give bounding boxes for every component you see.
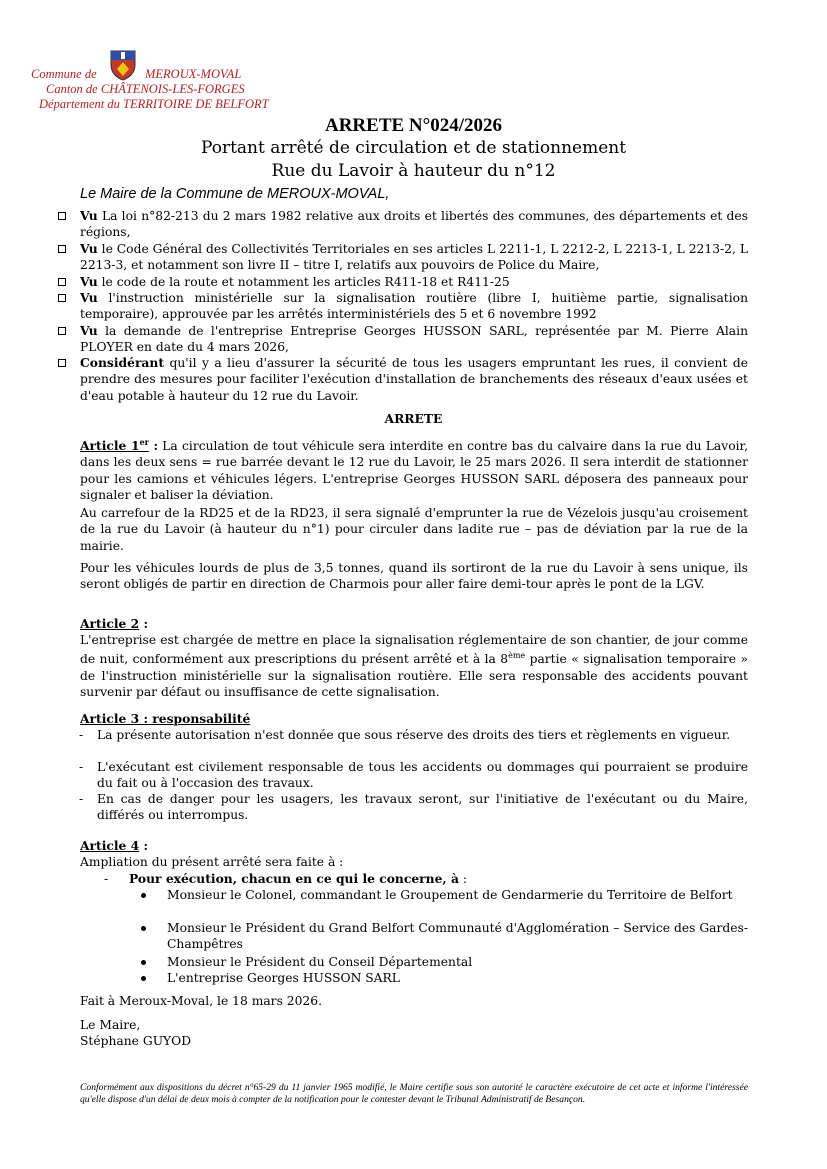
consideration-lead: Considérant	[80, 355, 165, 370]
departement: Département du TERRITOIRE DE BELFORT	[39, 97, 269, 111]
article-1-paragraph-3: Pour les véhicules lourds de plus de 3,5 tonnes, quand ils sortiront de la rue du Lavoir à sens unique, ils seront obligés de partir en direction de Charmois pour aller faire demi-tour après le pont de la LGV.	[80, 561, 748, 592]
square-bullet-icon	[58, 245, 66, 253]
square-bullet-icon	[58, 212, 66, 220]
bullet-dot-icon	[141, 926, 146, 931]
article-3-item-text: L'exécutant est civilement responsable de tous les accidents ou dommages qui pourraient se produire du fait ou à l'occasion des travaux.	[97, 760, 748, 791]
consideration-text: qu'il y a lieu d'assurer la sécurité de tous les usagers empruntant les rues, il convient de prendre des mesures pour faciliter l'exécution d'installation de branchements des réseaux d'eaux usées et d'eau potable à hauteur du 12 rue du Lavoir.	[80, 356, 748, 403]
bullet-dot-icon	[141, 893, 146, 898]
article-4-sub-colon: :	[458, 872, 468, 886]
article-4-colon: :	[139, 838, 149, 853]
consideration-lead: Vu	[80, 241, 98, 256]
dash-bullet: -	[79, 792, 84, 806]
article-2-sup: ème	[508, 651, 526, 661]
article-1-label	[80, 438, 149, 453]
commune-prefix: Commune de	[31, 67, 97, 81]
consideration-item	[80, 274, 748, 290]
article-1-paragraph-2: Au carrefour de la RD25 et de la RD23, il sera signalé d'emprunter la rue de Vézelois jusqu'au croisement de la rue du Lavoir (à hauteur du n°1) pour circuler dans ladite rue – pas de déviation par la rue de la mairie.	[80, 506, 748, 553]
article-1-label-text: Article 1	[80, 438, 140, 454]
subtitle-line-1: Portant arrêté de circulation et de stationnement	[200, 138, 627, 158]
arrete-number: ARRETE N°024/2026	[324, 115, 503, 136]
consideration-lead: Vu	[80, 323, 98, 338]
article-4-sub	[104, 871, 748, 887]
dash-bullet: -	[79, 728, 84, 742]
recipient-text: L'entreprise Georges HUSSON SARL	[167, 971, 400, 985]
recipient-text: Monsieur le Président du Conseil Départemental	[167, 955, 473, 969]
maire-line: Le Maire de la Commune de MEROUX-MOVAL,	[80, 186, 390, 202]
canton: Canton de CHÂTENOIS-LES-FORGES	[46, 82, 245, 96]
article-2-text	[80, 632, 748, 700]
recipient-item	[167, 920, 748, 953]
square-bullet-icon	[58, 327, 66, 335]
consideration-text: la demande de l'entreprise Entreprise Georges HUSSON SARL, représentée par M. Pierre Alain PLOYER en date du 4 mars 2026,	[80, 324, 748, 355]
arrete-heading: ARRETE	[384, 411, 443, 426]
consideration-item	[80, 208, 748, 241]
article-4-heading	[80, 838, 748, 854]
article-3-item	[79, 759, 748, 792]
bullet-dot-icon	[141, 960, 146, 965]
signatory: Stéphane GUYOD	[80, 1034, 192, 1048]
article-2-heading	[80, 616, 748, 632]
recipient-item	[167, 887, 748, 903]
article-3-item-text: En cas de danger pour les usagers, les travaux seront, sur l'initiative de l'exécutant ou du Maire, différés ou interrompus.	[97, 792, 748, 823]
consideration-text: l'instruction ministérielle sur la signalisation routière (libre I, huitième partie, signalisation temporaire), approuvée par les arrêtés interministériels des 5 et 6 novembre 1992	[80, 291, 748, 322]
article-3-heading	[80, 711, 748, 727]
article-3-item	[79, 727, 748, 743]
article-4-label: Article 4	[80, 838, 140, 853]
consideration-item	[80, 323, 748, 356]
article-3-label: Article 3 : responsabilité	[80, 711, 251, 726]
square-bullet-icon	[58, 294, 66, 302]
commune-name: MEROUX-MOVAL	[145, 67, 242, 81]
footnote: Conformément aux dispositions du décret n°65-29 du 11 janvier 1965 modifié, le Maire certifie sous son autorité le caractère exécutoire de cet acte et informe l'intéressée qu'elle dispose d'un délai de deux mois à compter de la notification pour le contester devant le Tribunal Administratif de Besançon.	[80, 1082, 748, 1105]
consideration-text: le code de la route et notamment les articles R411-18 et R411-25	[97, 275, 510, 289]
article-1-paragraph-1	[80, 434, 748, 503]
recipient-text: Monsieur le Colonel, commandant le Groupement de Gendarmerie du Territoire de Belfort	[167, 888, 733, 902]
recipient-item	[167, 970, 748, 986]
article-1-colon: :	[148, 438, 159, 454]
article-3-item	[79, 791, 748, 824]
article-1-sup: er	[139, 437, 149, 447]
square-bullet-icon	[58, 278, 66, 286]
fait-a: Fait à Meroux-Moval, le 18 mars 2026.	[80, 994, 322, 1008]
consideration-text: La loi n°82-213 du 2 mars 1982 relative aux droits et libertés des communes, des départements et des régions,	[80, 209, 748, 240]
recipient-text: Monsieur le Président du Grand Belfort Communauté d'Agglomération – Service des Gardes-Champêtres	[167, 921, 748, 952]
dash-bullet: -	[104, 872, 109, 886]
consideration-lead: Vu	[80, 274, 98, 289]
article-2-colon: :	[139, 616, 149, 631]
dash-bullet: -	[79, 760, 84, 774]
article-4-sub-label: Pour exécution, chacun en ce qui le concerne, à	[129, 871, 459, 886]
article-3-item-text: La présente autorisation n'est donnée que sous réserve des droits des tiers et règlements en vigueur.	[97, 728, 731, 742]
arrete-subtitle	[0, 137, 827, 183]
consideration-lead: Vu	[80, 208, 98, 223]
recipient-item	[167, 954, 748, 970]
article-2-label: Article 2	[80, 616, 140, 631]
consideration-text: le Code Général des Collectivités Territoriales en ses articles L 2211-1, L 2212-2, L 2213-1, L 2213-2, L 2213-3, et notamment son livre II – titre I, relatifs aux pouvoirs de Police du Maire,	[80, 242, 748, 273]
consideration-lead: Vu	[80, 290, 98, 305]
bullet-dot-icon	[141, 976, 146, 981]
consideration-item	[80, 355, 748, 404]
consideration-item	[80, 241, 748, 274]
subtitle-line-2: Rue du Lavoir à hauteur du n°12	[271, 161, 556, 181]
coat-of-arms-icon	[109, 49, 137, 81]
article-1-text: La circulation de tout véhicule sera interdite en contre bas du calvaire dans la rue du Lavoir, dans les deux sens = rue barrée devant le 12 rue du Lavoir, le 25 mars 2026. Il sera interdit de stationner pour les camions et véhicules légers. L'entreprise Georges HUSSON SARL déposera des panneaux pour signaler et baliser la déviation.	[80, 439, 748, 502]
article-2-text-a: L'entreprise est chargée de mettre en place la signalisation réglementaire de son chantier, de jour comme de nuit, conformément aux prescriptions du présent arrêté et à la 8	[80, 633, 748, 667]
square-bullet-icon	[58, 359, 66, 367]
le-maire: Le Maire,	[80, 1018, 141, 1032]
article-2-text-b: partie « signalisation temporaire » de l'instruction ministérielle sur la signalisation routière. Elle sera responsable des accidents pouvant survenir par défaut ou insuffisance de cette signalisation.	[80, 652, 748, 699]
consideration-item	[80, 290, 748, 323]
article-4-intro: Ampliation du présent arrêté sera faite à :	[80, 855, 344, 869]
